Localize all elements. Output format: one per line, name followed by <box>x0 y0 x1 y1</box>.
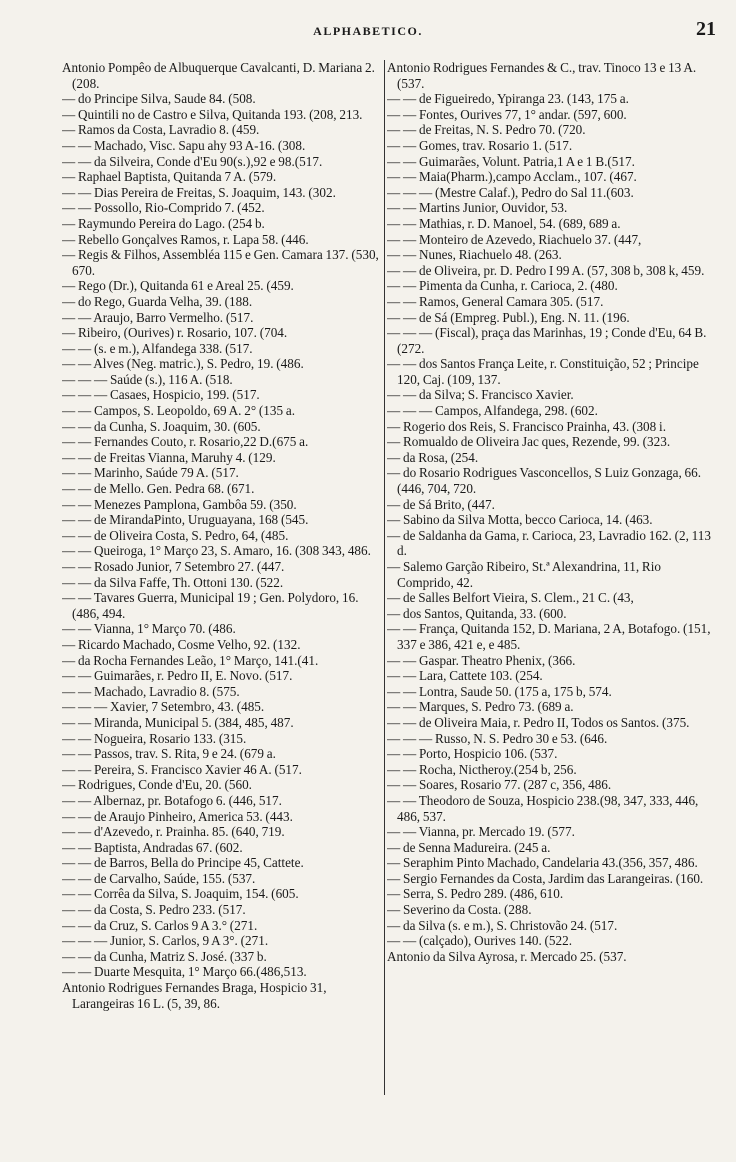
directory-entry: — — Mathias, r. D. Manoel, 54. (689, 689 a. <box>387 215 621 231</box>
directory-entry: — — Marinho, Saúde 79 A. (517. <box>62 465 239 481</box>
directory-entry: — — Menezes Pamplona, Gambôa 59. (350. <box>62 496 297 512</box>
directory-entry: — — da Silveira, Conde d'Eu 90(s.),92 e 98.(517. <box>62 153 323 169</box>
directory-entry: — do Principe Silva, Saude 84. (508. <box>62 91 256 107</box>
directory-entry: — — Miranda, Municipal 5. (384, 485, 487. <box>62 714 294 730</box>
directory-entry: — — Maia(Pharm.),campo Acclam., 107. (467. <box>387 169 637 185</box>
directory-entry: — do Rego, Guarda Velha, 39. (188. <box>62 293 253 309</box>
directory-entry: — Ribeiro, (Ourives) r. Rosario, 107. (704. <box>62 325 288 341</box>
directory-entry: — Romualdo de Oliveira Jac ques, Rezende, 99. (323. <box>387 434 671 450</box>
directory-entry: — — Guimarães, r. Pedro II, E. Novo. (517. <box>62 668 293 684</box>
directory-entry: — — Pimenta da Cunha, r. Carioca, 2. (480. <box>387 278 618 294</box>
directory-entry: — Serra, S. Pedro 289. (486, 610. <box>387 886 564 902</box>
directory-entry: — — (s. e m.), Alfandega 338. (517. <box>62 340 253 356</box>
directory-entry: — — Ramos, General Camara 305. (517. <box>387 293 604 309</box>
directory-entry: — — Pereira, S. Francisco Xavier 46 A. (517. <box>62 761 302 777</box>
directory-entry: — de Senna Madureira. (245 a. <box>387 839 551 855</box>
directory-entry: — — — Junior, S. Carlos, 9 A 3°. (271. <box>62 933 269 949</box>
directory-entry: — de Saldanha da Gama, r. Carioca, 23, Lavradio 162. (2, 113 d. <box>387 527 711 559</box>
directory-entry: — — de Araujo Pinheiro, America 53. (443. <box>62 808 293 824</box>
directory-entry: — — da Silva Faffe, Th. Ottoni 130. (522. <box>62 574 284 590</box>
directory-entry: — Sergio Fernandes da Costa, Jardim das Larangeiras. (160. <box>387 870 704 886</box>
directory-entry: — — Queiroga, 1° Março 23, S. Amaro, 16. (308 343, 486. <box>62 543 371 559</box>
directory-entry: — — Campos, S. Leopoldo, 69 A. 2° (135 a. <box>62 403 296 419</box>
directory-entry: — — — Casaes, Hospicio, 199. (517. <box>62 387 260 403</box>
directory-entry: — — Machado, Lavradio 8. (575. <box>62 683 240 699</box>
directory-entry: — — Soares, Rosario 77. (287 c, 356, 486. <box>387 777 612 793</box>
directory-entry: — Rodrigues, Conde d'Eu, 20. (560. <box>62 777 252 793</box>
page-number: 21 <box>696 18 716 40</box>
left-column <box>62 60 382 1100</box>
directory-entry: — Ricardo Machado, Cosme Velho, 92. (132. <box>62 636 301 652</box>
directory-entry: — — Machado, Visc. Sapu ahy 93 A-16. (308. <box>62 137 306 153</box>
directory-entry: — — Nunes, Riachuelo 48. (263. <box>387 247 562 263</box>
directory-entry: — — de Barros, Bella do Principe 45, Cattete. <box>62 855 304 871</box>
directory-entry: — — Monteiro de Azevedo, Riachuelo 37. (447, <box>387 231 642 247</box>
directory-entry: — Seraphim Pinto Machado, Candelaria 43.(356, 357, 486. <box>387 855 698 871</box>
directory-entry: — Raymundo Pereira do Lago. (254 b. <box>62 215 265 231</box>
directory-entry: — — — Xavier, 7 Setembro, 43. (485. <box>62 699 265 715</box>
directory-entry: — — da Cruz, S. Carlos 9 A 3.° (271. <box>62 917 258 933</box>
directory-entry: — — — (Fiscal), praça das Marinhas, 19 ; Conde d'Eu, 64 B. (272. <box>387 325 707 356</box>
directory-entry: — — de Freitas, N. S. Pedro 70. (720. <box>387 122 586 138</box>
column-divider <box>384 60 385 1095</box>
directory-entry: — dos Santos, Quitanda, 33. (600. <box>387 605 567 621</box>
directory-entry: — — Gomes, trav. Rosario 1. (517. <box>387 137 573 153</box>
directory-entry: — Severino da Costa. (288. <box>387 902 532 918</box>
directory-entry: — de Salles Belfort Vieira, S. Clem., 21 C. (43, <box>387 590 634 606</box>
directory-entry: — — Guimarães, Volunt. Patria,1 A e 1 B.(517. <box>387 153 635 169</box>
directory-entry: — — de Oliveira Costa, S. Pedro, 64, (485. <box>62 527 289 543</box>
directory-entry: — — da Costa, S. Pedro 233. (517. <box>62 902 246 918</box>
directory-entry: — — Lontra, Saude 50. (175 a, 175 b, 574. <box>387 683 612 699</box>
directory-entry: — — Martins Junior, Ouvidor, 53. <box>387 200 568 216</box>
directory-entry: — — Porto, Hospicio 106. (537. <box>387 746 558 762</box>
directory-entry: — — (calçado), Ourives 140. (522. <box>387 933 573 949</box>
directory-entry: — — de Sá (Empreg. Publ.), Eng. N. 11. (196. <box>387 309 630 325</box>
directory-entry: — — da Cunha, S. Joaquim, 30. (605. <box>62 418 261 434</box>
directory-entry: — — de Oliveira Maia, r. Pedro II, Todos os Santos. (375. <box>387 714 690 730</box>
directory-entry: — — de Freitas Vianna, Maruhy 4. (129. <box>62 449 276 465</box>
directory-entry: — — da Cunha, Matriz S. José. (337 b. <box>62 948 267 964</box>
directory-entry: — — de Mello. Gen. Pedra 68. (671. <box>62 481 255 497</box>
directory-entry: — — de Figueiredo, Ypiranga 23. (143, 175 a. <box>387 91 629 107</box>
directory-entry: — — — Campos, Alfandega, 298. (602. <box>387 403 598 419</box>
directory-entry: — — Passos, trav. S. Rita, 9 e 24. (679 a. <box>62 746 276 762</box>
directory-entry: — — Nogueira, Rosario 133. (315. <box>62 730 247 746</box>
directory-entry: — — Theodoro de Souza, Hospicio 238.(98, 347, 333, 446, 486, 537. <box>387 792 699 824</box>
directory-entry: — do Rosario Rodrigues Vasconcellos, S Luiz Gonzaga, 66. (446, 704, 720. <box>387 465 702 497</box>
directory-entry: — — Rocha, Nictheroy.(254 b, 256. <box>387 761 577 777</box>
directory-entry: — da Rocha Fernandes Leão, 1° Março, 141.(41. <box>62 652 319 668</box>
directory-entry: — — da Silva; S. Francisco Xavier. <box>387 387 574 403</box>
directory-entry: — — Rosado Junior, 7 Setembro 27. (447. <box>62 559 285 574</box>
directory-entry: — Regis & Filhos, Assembléa 115 e Gen. Camara 137. (530, 670. <box>62 247 379 278</box>
directory-entry: — — dos Santos França Leite, r. Constituição, 52 ; Principe 120, Caj. (109, 137. <box>387 356 699 387</box>
directory-entry: — Sabino da Silva Motta, becco Carioca, 14. (463. <box>387 512 653 528</box>
directory-entry: — de Sá Brito, (447. <box>387 496 495 512</box>
directory-entry: — da Silva (s. e m.), S. Christovão 24. (517. <box>387 917 618 933</box>
directory-entry: — — Dias Pereira de Freitas, S. Joaquim, 143. (302. <box>62 184 336 200</box>
directory-entry: — — França, Quitanda 152, D. Mariana, 2 A, Botafogo. (151, 337 e 386, 421 e, e 485. <box>387 621 711 652</box>
directory-entry: — — Corrêa da Silva, S. Joaquim, 154. (605. <box>62 886 299 902</box>
directory-entry: — — Araujo, Barro Vermelho. (517. <box>62 309 254 325</box>
directory-entry: — — Alves (Neg. matric.), S. Pedro, 19. (486. <box>62 356 304 372</box>
directory-entry: — — d'Azevedo, r. Prainha. 85. (640, 719. <box>62 824 285 840</box>
directory-entry: — — de Oliveira, pr. D. Pedro I 99 A. (57, 308 b, 308 k, 459. <box>387 262 705 278</box>
directory-entry: — — — (Mestre Calaf.), Pedro do Sal 11.(603. <box>387 184 634 200</box>
directory-entry: — Ramos da Costa, Lavradio 8. (459. <box>62 122 260 138</box>
directory-entry: — — — Saúde (s.), 116 A. (518. <box>62 371 233 387</box>
directory-entry: Antonio Rodrigues Fernandes & C., trav. Tinoco 13 e 13 A. (537. <box>387 60 697 91</box>
directory-entry: Antonio da Silva Ayrosa, r. Mercado 25. (537. <box>387 948 627 964</box>
directory-entry: — — Fontes, Ourives 77, 1° andar. (597, 600. <box>387 106 627 122</box>
directory-entry: — da Rosa, (254. <box>387 449 479 465</box>
directory-entry: — — Baptista, Andradas 67. (602. <box>62 839 243 855</box>
directory-entry: — — Gaspar. Theatro Phenix, (366. <box>387 652 576 668</box>
directory-entry: — — Possollo, Rio-Comprido 7. (452. <box>62 200 265 216</box>
directory-entry: — — de MirandaPinto, Uruguayana, 168 (545. <box>62 512 309 528</box>
directory-entry: — Rogerio dos Reis, S. Francisco Prainha, 43. (308 i. <box>387 418 667 434</box>
directory-entry: — — Lara, Cattete 103. (254. <box>387 668 543 684</box>
directory-entry: — — — Russo, N. S. Pedro 30 e 53. (646. <box>387 730 608 746</box>
directory-entry: — — Fernandes Couto, r. Rosario,22 D.(675 a. <box>62 434 309 450</box>
directory-entry: — Salemo Garção Ribeiro, St.ª Alexandrina, 11, Rio Comprido, 42. <box>387 559 661 590</box>
directory-entry: Antonio Rodrigues Fernandes Braga, Hospicio 31, Larangeiras 16 L. (5, 39, 86. <box>62 980 327 1011</box>
directory-entry: — Raphael Baptista, Quitanda 7 A. (579. <box>62 169 277 185</box>
page-header <box>0 18 736 48</box>
directory-entry: — — de Carvalho, Saúde, 155. (537. <box>62 870 256 886</box>
right-column <box>387 60 712 1100</box>
running-head: ALPHABETICO. <box>313 24 423 38</box>
directory-entry: Antonio Pompêo de Albuquerque Cavalcanti, D. Mariana 2. (208. <box>62 60 375 91</box>
directory-entry: — Quintili no de Castro e Silva, Quitanda 193. (208, 213. <box>62 106 363 122</box>
directory-entry: — — Albernaz, pr. Botafogo 6. (446, 517. <box>62 792 282 808</box>
directory-entry: — Rego (Dr.), Quitanda 61 e Areal 25. (459. <box>62 278 294 294</box>
directory-entry: — — Vianna, 1° Março 70. (486. <box>62 621 236 637</box>
directory-entry: — — Vianna, pr. Mercado 19. (577. <box>387 824 575 840</box>
directory-entry: — — Marques, S. Pedro 73. (689 a. <box>387 699 574 715</box>
directory-entry: — Rebello Gonçalves Ramos, r. Lapa 58. (446. <box>62 231 309 247</box>
directory-entry: — — Duarte Mesquita, 1° Março 66.(486,513. <box>62 964 307 980</box>
directory-entry: — — Tavares Guerra, Municipal 19 ; Gen. Polydoro, 16. (486, 494. <box>62 590 359 621</box>
